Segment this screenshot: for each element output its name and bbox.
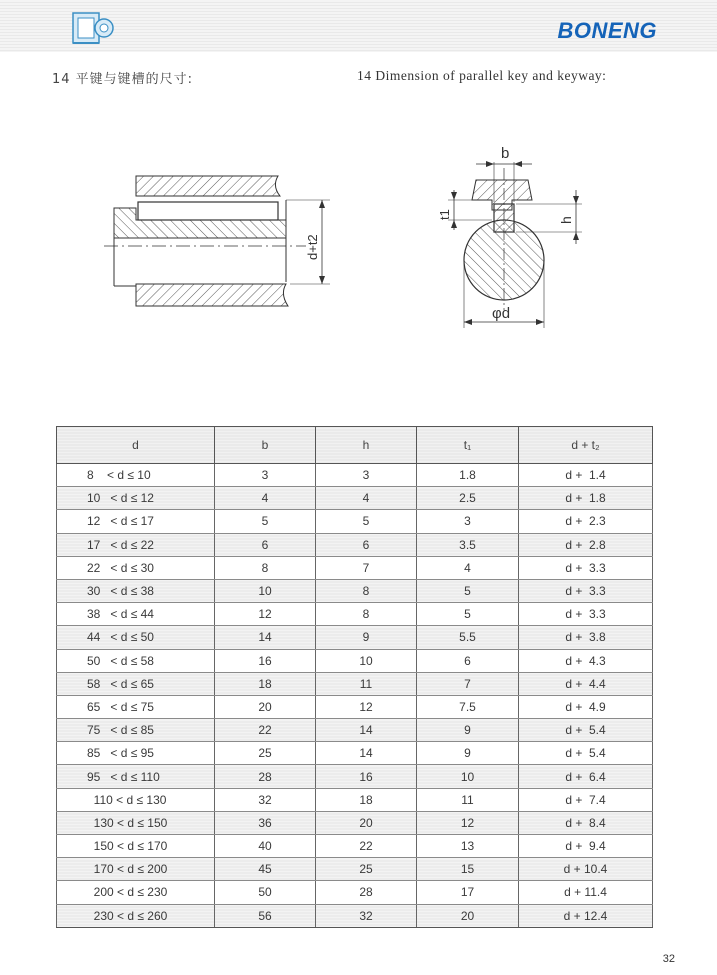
cell-b: 36	[215, 811, 316, 834]
dimension-label-t1: t1	[437, 209, 452, 220]
cell-t1: 11	[417, 788, 519, 811]
cell-d-range: 17 < d ≤ 22	[57, 533, 215, 556]
table-row	[57, 464, 653, 487]
cell-d-plus-t2: d + 4.3	[519, 649, 653, 672]
cell-d-range: 75 < d ≤ 85	[57, 719, 215, 742]
table-row	[57, 719, 653, 742]
table-row	[57, 904, 653, 927]
cell-d-range: 110 < d ≤ 130	[57, 788, 215, 811]
table-row	[57, 579, 653, 602]
cell-h: 14	[316, 742, 417, 765]
cell-d-plus-t2: d + 3.3	[519, 603, 653, 626]
table-row	[57, 811, 653, 834]
cell-d-plus-t2: d + 1.4	[519, 464, 653, 487]
cell-h: 28	[316, 881, 417, 904]
dimension-label-d-t2: d+t2	[305, 234, 320, 260]
cell-t1: 2.5	[417, 487, 519, 510]
keyway-cross-section-diagram	[420, 138, 600, 338]
cell-t1: 4	[417, 556, 519, 579]
cell-t1: 5	[417, 579, 519, 602]
cell-t1: 5.5	[417, 626, 519, 649]
cell-h: 25	[316, 858, 417, 881]
key	[138, 202, 278, 220]
column-header-b: b	[215, 427, 316, 464]
cell-d-plus-t2: d + 3.8	[519, 626, 653, 649]
table-row	[57, 695, 653, 718]
cell-d-range: 130 < d ≤ 150	[57, 811, 215, 834]
cell-d-range: 65 < d ≤ 75	[57, 695, 215, 718]
cell-d-range: 30 < d ≤ 38	[57, 579, 215, 602]
cell-b: 5	[215, 510, 316, 533]
cell-h: 10	[316, 649, 417, 672]
cell-h: 32	[316, 904, 417, 927]
cell-d-plus-t2: d + 2.8	[519, 533, 653, 556]
cell-d-plus-t2: d + 9.4	[519, 835, 653, 858]
cell-h: 6	[316, 533, 417, 556]
table-row	[57, 765, 653, 788]
cell-b: 40	[215, 835, 316, 858]
column-header-t1: t₁	[417, 427, 519, 464]
hub-bottom-section	[136, 284, 288, 306]
cell-b: 25	[215, 742, 316, 765]
cell-b: 45	[215, 858, 316, 881]
table-row	[57, 858, 653, 881]
cell-t1: 7	[417, 672, 519, 695]
dimension-label-d: φd	[492, 305, 511, 322]
cell-d-range: 38 < d ≤ 44	[57, 603, 215, 626]
cell-h: 11	[316, 672, 417, 695]
cell-b: 22	[215, 719, 316, 742]
table-row	[57, 672, 653, 695]
cell-b: 10	[215, 579, 316, 602]
cell-b: 32	[215, 788, 316, 811]
table-body	[57, 464, 653, 928]
cell-b: 50	[215, 881, 316, 904]
cell-b: 6	[215, 533, 316, 556]
cell-t1: 12	[417, 811, 519, 834]
cell-h: 14	[316, 719, 417, 742]
section-title-english: 14 Dimension of parallel key and keyway:	[357, 68, 607, 83]
cell-d-range: 22 < d ≤ 30	[57, 556, 215, 579]
cell-h: 18	[316, 788, 417, 811]
cell-t1: 13	[417, 835, 519, 858]
gearbox-logo-icon	[70, 8, 116, 48]
cell-d-plus-t2: d + 11.4	[519, 881, 653, 904]
table-row	[57, 742, 653, 765]
table-row	[57, 510, 653, 533]
cell-t1: 15	[417, 858, 519, 881]
cell-d-range: 200 < d ≤ 230	[57, 881, 215, 904]
cell-d-plus-t2: d + 12.4	[519, 904, 653, 927]
cell-t1: 1.8	[417, 464, 519, 487]
table-row	[57, 487, 653, 510]
cell-h: 5	[316, 510, 417, 533]
cell-b: 16	[215, 649, 316, 672]
cell-d-range: 150 < d ≤ 170	[57, 835, 215, 858]
table-row	[57, 835, 653, 858]
cell-d-range: 170 < d ≤ 200	[57, 858, 215, 881]
table-row	[57, 649, 653, 672]
hub-top-section	[136, 176, 280, 196]
cell-h: 22	[316, 835, 417, 858]
column-header-h: h	[316, 427, 417, 464]
cell-h: 20	[316, 811, 417, 834]
cell-b: 14	[215, 626, 316, 649]
cell-t1: 5	[417, 603, 519, 626]
cell-h: 12	[316, 695, 417, 718]
key-dimension-table	[56, 426, 653, 928]
cell-b: 3	[215, 464, 316, 487]
brand-logo: BONENG	[557, 18, 657, 43]
cell-b: 8	[215, 556, 316, 579]
cell-d-range: 85 < d ≤ 95	[57, 742, 215, 765]
cell-d-plus-t2: d + 2.3	[519, 510, 653, 533]
cell-b: 20	[215, 695, 316, 718]
cell-t1: 3.5	[417, 533, 519, 556]
cell-t1: 7.5	[417, 695, 519, 718]
cell-d-plus-t2: d + 3.3	[519, 579, 653, 602]
cell-t1: 3	[417, 510, 519, 533]
table-row	[57, 788, 653, 811]
cell-d-plus-t2: d + 10.4	[519, 858, 653, 881]
table-header-row	[57, 427, 653, 464]
cell-d-range: 95 < d ≤ 110	[57, 765, 215, 788]
section-title-chinese: 14 平键与键槽的尺寸:	[52, 72, 194, 87]
cell-t1: 9	[417, 742, 519, 765]
cell-d-plus-t2: d + 5.4	[519, 719, 653, 742]
table-row	[57, 556, 653, 579]
cell-d-plus-t2: d + 5.4	[519, 742, 653, 765]
cell-h: 16	[316, 765, 417, 788]
cell-h: 8	[316, 579, 417, 602]
cell-d-plus-t2: d + 7.4	[519, 788, 653, 811]
cell-d-plus-t2: d + 4.4	[519, 672, 653, 695]
table-row	[57, 603, 653, 626]
cell-h: 7	[316, 556, 417, 579]
page-number: 32	[662, 953, 675, 965]
cell-b: 4	[215, 487, 316, 510]
table-row	[57, 626, 653, 649]
table-row	[57, 881, 653, 904]
cell-d-range: 8 < d ≤ 10	[57, 464, 215, 487]
cell-b: 18	[215, 672, 316, 695]
table-row	[57, 533, 653, 556]
cell-t1: 17	[417, 881, 519, 904]
cell-b: 56	[215, 904, 316, 927]
keyway-longitudinal-diagram	[100, 160, 340, 320]
cell-h: 4	[316, 487, 417, 510]
cell-t1: 9	[417, 719, 519, 742]
cell-d-range: 10 < d ≤ 12	[57, 487, 215, 510]
cell-d-range: 12 < d ≤ 17	[57, 510, 215, 533]
cell-d-plus-t2: d + 8.4	[519, 811, 653, 834]
column-header-d: d	[57, 427, 215, 464]
cell-d-plus-t2: d + 1.8	[519, 487, 653, 510]
cell-d-plus-t2: d + 4.9	[519, 695, 653, 718]
cell-t1: 6	[417, 649, 519, 672]
cell-d-range: 230 < d ≤ 260	[57, 904, 215, 927]
cell-d-range: 50 < d ≤ 58	[57, 649, 215, 672]
cell-h: 8	[316, 603, 417, 626]
cell-d-plus-t2: d + 3.3	[519, 556, 653, 579]
cell-d-range: 58 < d ≤ 65	[57, 672, 215, 695]
cell-b: 28	[215, 765, 316, 788]
cell-t1: 10	[417, 765, 519, 788]
cell-h: 3	[316, 464, 417, 487]
cell-d-plus-t2: d + 6.4	[519, 765, 653, 788]
dimension-label-b: b	[501, 145, 510, 162]
column-header-d-t2: d + t₂	[519, 427, 653, 464]
cell-b: 12	[215, 603, 316, 626]
cell-t1: 20	[417, 904, 519, 927]
dimension-label-h: h	[558, 216, 574, 224]
cell-d-range: 44 < d ≤ 50	[57, 626, 215, 649]
cell-h: 9	[316, 626, 417, 649]
